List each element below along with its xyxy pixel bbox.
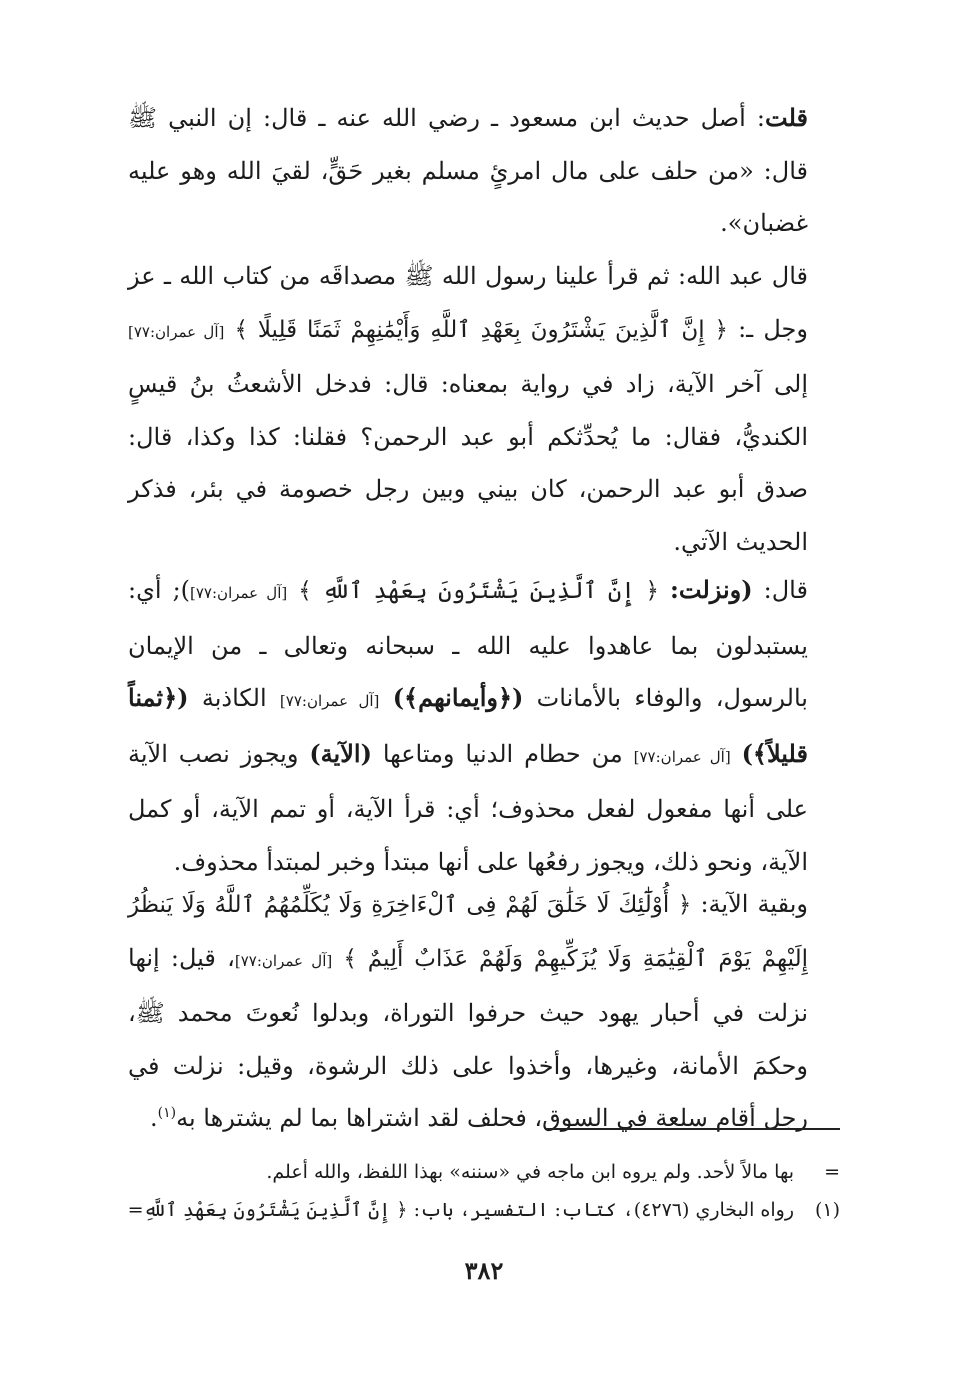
paragraph-4-text-c: . <box>149 1104 158 1132</box>
bold-phrase: (﴿وأيمانهم﴾) <box>392 683 524 712</box>
footnote-1-text: رواه البخاري (٤٢٧٦)، كتاب: التفسير، باب: <box>413 1199 794 1221</box>
qultu-lead: قلت <box>765 103 808 132</box>
footnote-1 <box>128 1192 840 1228</box>
verse-reference: [آل عمران:٧٧] <box>279 692 380 710</box>
paragraph-2 <box>128 250 840 568</box>
quran-verse: ﴿ إِنَّ ٱلَّذِينَ يَشْتَرُونَ بِعَهْدِ ٱللَّهِ ﴾ <box>298 578 659 604</box>
footnote-number: (١) <box>814 1199 840 1221</box>
paragraph-3 <box>128 564 840 888</box>
footnote-continuation <box>128 1154 840 1190</box>
paragraph-3-text-b: ); أي: يستبدلون بما عاهدوا عليه الله ـ سبحانه وتعالى ـ من الإيمان بالرسول، والوفاء بالأمانات <box>128 576 808 712</box>
verse-reference: [آل عمران:٧٧] <box>633 747 731 766</box>
verse-reference: [آل عمران:٧٧] <box>234 951 333 970</box>
quran-verse: ﴿ أُوْلَٰٓئِكَ لَا خَلَٰقَ لَهُمْ فِى ٱلْءَاخِرَةِ وَلَا يُكَلِّمُهُمُ ٱللَّهُ وَلَا يَنظُرُ إِلَيْهِمْ يَوْمَ ٱلْقِيَٰمَةِ وَلَا يُزَكِّيهِمْ وَلَهُمْ عَذَابٌ أَلِيمٌ ﴾ <box>128 892 808 972</box>
bold-phrase: (﴿ثمناً قليلاً﴾) <box>128 683 808 768</box>
paragraph-3-text-e: ويجوز نصب الآية على أنها مفعول لفعل محذوف؛ أي: قرأ الآية، أو تمم الآية، أو كمل الآية، ونحو ذلك، ويجوز رفعُها على أنها مبتدأ وخبر لمبتدأ محذوف. <box>128 739 808 876</box>
paragraph-1-text: : أصل حديث ابن مسعود ـ رضي الله عنه ـ قال: إن النبي ﷺ قال: «من حلف على مال امرئٍ مسلم بغير حَقٍّ، لقيَ الله وهو عليه غضبان». <box>128 104 808 237</box>
paragraph-4-text-a: وبقية الآية: <box>700 890 808 918</box>
paragraph-2-text-a: قال عبد الله: ثم قرأ علينا رسول الله ﷺ مصداقَه من كتاب الله ـ عز وجل ـ: <box>128 262 808 343</box>
footnote-separator <box>545 1128 840 1130</box>
book-page <box>128 92 840 1342</box>
footnote-continues-mark: = <box>128 1199 144 1221</box>
wa-nazalat-lead: (ونزلت: <box>670 575 753 604</box>
paragraph-1 <box>128 92 840 250</box>
page-number: ٣٨٢ <box>464 1256 504 1285</box>
footnote-continuation-text: بها مالاً لأحد. ولم يروه ابن ماجه في «سننه» بهذا اللفظ، والله أعلم. <box>266 1161 794 1183</box>
bold-phrase: (الآية) <box>309 738 372 768</box>
footnote-verse: ﴿ إِنَّ ٱلَّذِينَ يَشْتَرُونَ بِعَهْدِ ٱللَّهِ <box>143 1199 408 1221</box>
paragraph-3-text-a: قال: <box>763 576 808 604</box>
continuation-mark: = <box>824 1161 840 1183</box>
verse-reference: [آل عمران:٧٧] <box>190 584 288 602</box>
verse-reference: [آل عمران:٧٧] <box>128 322 225 341</box>
footnote-marker[interactable]: (١) <box>157 1105 177 1121</box>
paragraph-3-text-d: من حطام الدنيا ومتاعها <box>382 739 623 768</box>
paragraph-4 <box>128 878 840 1145</box>
paragraph-2-text-b: إلى آخر الآية، زاد في رواية بمعناه: قال: فدخل الأشعثُ بنُ قيسٍ الكنديُّ، فقال: ما يُحدِّثكم أبو عبد الرحمن؟ فقلنا: كذا وكذا، قال: صدق أبو عبد الرحمن، كان بيني وبين رجل خصومة في بئر، فذكر الحديث الآتي. <box>128 370 808 556</box>
paragraph-3-text-c: الكاذبة <box>201 684 267 712</box>
paragraph-4-text-b: ، قيل: إنها نزلت في أحبار يهود حيث حرفوا التوراة، وبدلوا نُعوتَ محمد ﷺ، وحكمَ الأمانة، وغيرها، وأخذوا على ذلك الرشوة، وقيل: نزلت في رجل أقام سلعة في السوق، فحلف لقد اشتراها بما لم يشترها به <box>128 943 808 1132</box>
quran-verse: ﴿ إِنَّ ٱلَّذِينَ يَشْتَرُونَ بِعَهْدِ ٱللَّهِ وَأَيْمَٰنِهِمْ ثَمَنًا قَلِيلًا ﴾ <box>234 316 728 343</box>
